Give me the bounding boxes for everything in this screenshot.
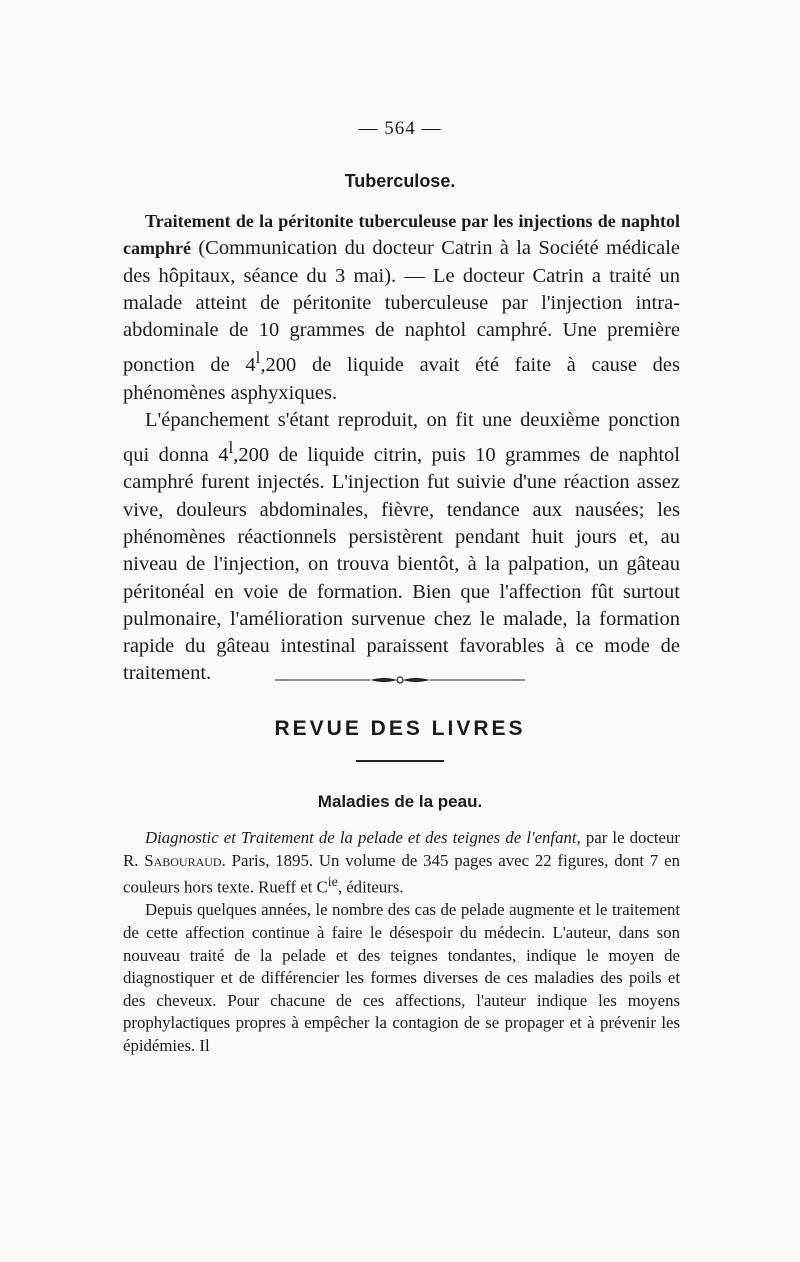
article-text: ,200 de liquide citrin, puis 10 grammes de naphtol camphré furent injectés. L'injection fut suivie d'une réaction assez vive, douleurs abdominales, fièvre, tendance aux nausées; les phénomènes réactionnels persistèrent pendant huit jours et, au niveau de l'injection, on trouva bientôt, à la palpation, un gâteau péritonéal en voie de formation. Bien que l'affection fût surtout pulmonaire, l'amélioration survenue chez le malade, la formation rapide du gâteau intestinal paraissent favorables à ce mode de traitement. [123, 444, 681, 685]
subsection-title: Maladies de la peau. [317, 792, 483, 811]
article-text: (Communication du docteur Catrin à la Société médicale des hôpitaux, séance du 3 mai). — Le docteur Catrin a traité un malade atteint de péritonite tuberculeuse par l'injection intra-abdominale de 10 grammes de naphtol camphré. Une première ponction de 4 [123, 237, 680, 377]
review-text: par le docteur R. [123, 828, 680, 870]
article-paragraph [123, 407, 680, 688]
superscript: ie [327, 875, 338, 891]
review-paragraph [123, 827, 680, 899]
article-lead-title: Traitement de la péritonite tuberculeuse par les injections de naphtol camphré [123, 211, 680, 259]
article-text: L'épanchement s'étant reproduit, on fit une deuxième ponction qui donna 4 [123, 408, 680, 467]
review-text: , éditeurs. [337, 877, 404, 897]
superscript: l [228, 438, 234, 458]
page-number: — 564 — [358, 118, 442, 139]
article-body [123, 208, 680, 688]
section-title: Tuberculose. [344, 171, 456, 191]
review-text: . Paris, 1895. Un volume de 345 pages avec 22 figures, dont 7 en couleurs hors texte. Rueff et C [123, 850, 680, 897]
review-body [123, 827, 680, 1058]
ornament-divider [275, 673, 525, 687]
article-text: ,200 de liquide avait été faite à cause des phénomènes asphyxiques. [123, 354, 680, 404]
author-name: Sabouraud [144, 850, 222, 870]
heading-rule [356, 760, 444, 762]
book-title: Diagnostic et Traitement de la pelade et des teignes de l'enfant, [145, 828, 581, 847]
superscript: l [255, 348, 261, 368]
review-paragraph: Depuis quelques années, le nombre des cas de pelade augmente et le traitement de cette affection continue à faire le désespoir du médecin. L'auteur, dans son nouveau traité de la pelade et des teignes tondantes, indique le moyen de diagnostiquer et de différencier les formes diverses de ces maladies des poils et des cheveux. Pour chacune de ces affections, l'auteur indique les moyens prophylactiques propres à empêcher la contagion de se propager et à prévenir les épidémies. Il [123, 900, 680, 1055]
article-paragraph [123, 208, 680, 407]
revue-heading: REVUE DES LIVRES [274, 717, 526, 740]
